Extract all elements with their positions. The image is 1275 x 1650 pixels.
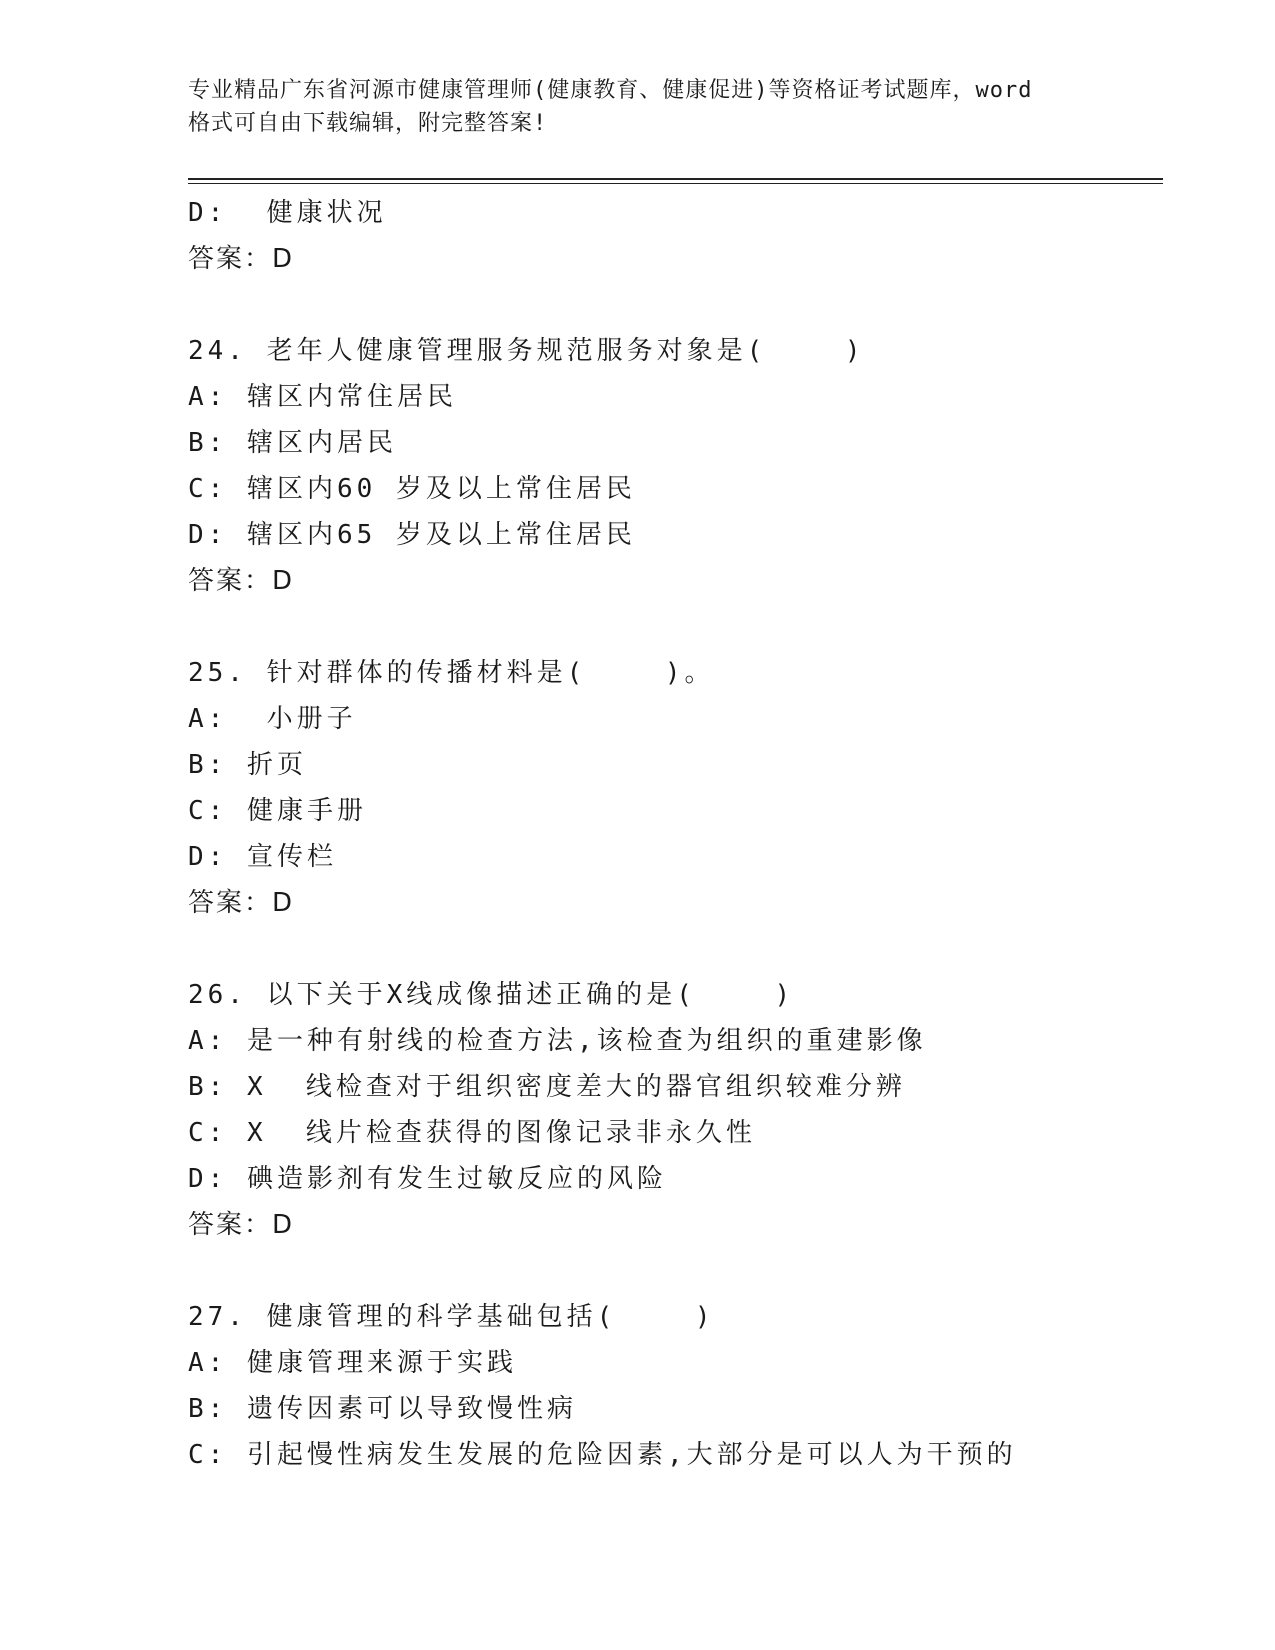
question-stem: 26. 以下关于X线成像描述正确的是( )	[188, 980, 795, 1010]
spacer	[188, 926, 1163, 972]
prev-question-option-d: D: 健康状况	[188, 198, 387, 228]
spacer	[188, 1248, 1163, 1294]
option-a: A: 是一种有射线的检查方法,该检查为组织的重建影像	[188, 1026, 927, 1056]
question-stem: 24. 老年人健康管理服务规范服务对象是( )	[188, 336, 865, 366]
option-a: A: 健康管理来源于实践	[188, 1348, 517, 1378]
answer: 答案：D	[188, 888, 295, 918]
document-header	[188, 74, 1108, 140]
option-b: B: 辖区内居民	[188, 428, 397, 458]
option-c: C: X 线片检查获得的图像记录非永久性	[188, 1118, 756, 1148]
option-b: B: 折页	[188, 750, 307, 780]
header-line-1: 专业精品广东省河源市健康管理师(健康教育、健康促进)等资格证考试题库，word	[188, 78, 1033, 103]
option-a: A: 小册子	[188, 704, 357, 734]
option-c: C: 健康手册	[188, 796, 367, 826]
question-stem: 25. 针对群体的传播材料是( )。	[188, 658, 715, 688]
header-line-2: 格式可自由下载编辑，附完整答案!	[188, 111, 548, 136]
option-d: D: 宣传栏	[188, 842, 337, 872]
document-body	[188, 190, 1163, 1478]
header-divider-thin	[188, 183, 1163, 184]
answer: 答案：D	[188, 566, 295, 596]
spacer	[188, 282, 1163, 328]
question-24	[188, 328, 1163, 604]
header-divider-thick	[188, 178, 1163, 180]
answer: 答案：D	[188, 1210, 295, 1240]
option-c: C: 引起慢性病发生发展的危险因素,大部分是可以人为干预的	[188, 1440, 1017, 1470]
question-25	[188, 650, 1163, 926]
option-d: D: 碘造影剂有发生过敏反应的风险	[188, 1164, 667, 1194]
option-a: A: 辖区内常住居民	[188, 382, 457, 412]
option-b: B: 遗传因素可以导致慢性病	[188, 1394, 577, 1424]
question-26	[188, 972, 1163, 1248]
option-b: B: X 线检查对于组织密度差大的器官组织较难分辨	[188, 1072, 906, 1102]
question-stem: 27. 健康管理的科学基础包括( )	[188, 1302, 715, 1332]
option-d: D: 辖区内65 岁及以上常住居民	[188, 520, 636, 550]
question-27	[188, 1294, 1163, 1478]
spacer	[188, 604, 1163, 650]
option-c: C: 辖区内60 岁及以上常住居民	[188, 474, 636, 504]
prev-question-answer: 答案：D	[188, 244, 295, 274]
